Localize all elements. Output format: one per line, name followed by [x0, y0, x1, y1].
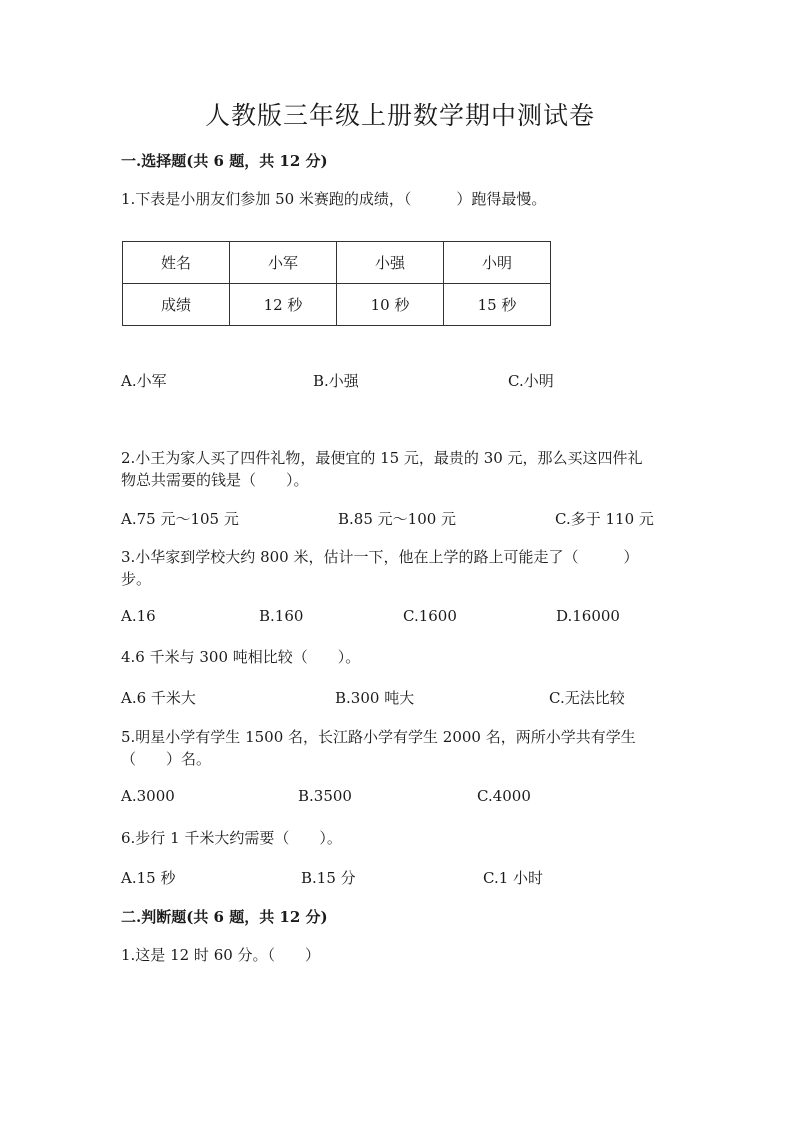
question-5-option-b: B.3500	[298, 787, 352, 805]
question-1-option-c: C.小明	[508, 372, 554, 390]
question-4-option-c: C.无法比较	[549, 689, 625, 707]
question-4-option-b: B.300 吨大	[335, 689, 415, 707]
question-3-option-b: B.160	[259, 607, 304, 625]
table-cell: 10 秒	[337, 284, 444, 326]
question-6-option-b: B.15 分	[301, 869, 356, 887]
question-3-option-d: D.16000	[556, 607, 620, 625]
question-6-text: 6.步行 1 千米大约需要（ ）。	[121, 829, 342, 847]
question-2-text-line1: 2.小王为家人买了四件礼物，最便宜的 15 元，最贵的 30 元，那么买这四件礼	[121, 449, 643, 467]
question-3-text-line2: 步。	[121, 570, 152, 588]
question-6-option-c: C.1 小时	[483, 869, 544, 887]
question-1-text: 1.下表是小朋友们参加 50 米赛跑的成绩，（ ）跑得最慢。	[121, 190, 547, 208]
question-2-option-b: B.85 元～100 元	[338, 510, 457, 528]
question-5-option-a: A.3000	[121, 787, 175, 805]
question-2-option-a: A.75 元～105 元	[121, 510, 239, 528]
question-3-option-c: C.1600	[403, 607, 457, 625]
section-heading-choice: 一.选择题(共 6 题，共 12 分)	[121, 152, 328, 170]
question-6-option-a: A.15 秒	[121, 869, 176, 887]
table-row	[123, 242, 551, 284]
table-cell: 15 秒	[444, 284, 551, 326]
question-1-option-b: B.小强	[313, 372, 359, 390]
table-cell: 12 秒	[230, 284, 337, 326]
judgement-1-text: 1.这是 12 时 60 分。（ ）	[121, 946, 321, 964]
table-cell: 成绩	[123, 284, 230, 326]
question-5-text-line2: （ ）名。	[121, 750, 212, 768]
question-5-option-c: C.4000	[477, 787, 531, 805]
table-cell: 姓名	[123, 242, 230, 284]
table-cell: 小强	[337, 242, 444, 284]
question-5-text-line1: 5.明星小学有学生 1500 名，长江路小学有学生 2000 名，两所小学共有学生	[121, 728, 636, 746]
page-title: 人教版三年级上册数学期中测试卷	[204, 101, 595, 130]
race-results-table	[122, 241, 551, 326]
question-3-text-line1: 3.小华家到学校大约 800 米，估计一下，他在上学的路上可能走了（ ）	[121, 548, 639, 566]
question-3-option-a: A.16	[121, 607, 156, 625]
question-4-option-a: A.6 千米大	[121, 689, 196, 707]
question-2-option-c: C.多于 110 元	[555, 510, 654, 528]
section-heading-judgement: 二.判断题(共 6 题，共 12 分)	[121, 908, 328, 926]
table-cell: 小军	[230, 242, 337, 284]
table-row	[123, 284, 551, 326]
table-cell: 小明	[444, 242, 551, 284]
question-2-text-line2: 物总共需要的钱是（ ）。	[121, 471, 309, 489]
question-1-option-a: A.小军	[121, 372, 167, 390]
question-4-text: 4.6 千米与 300 吨相比较（ ）。	[121, 648, 361, 666]
